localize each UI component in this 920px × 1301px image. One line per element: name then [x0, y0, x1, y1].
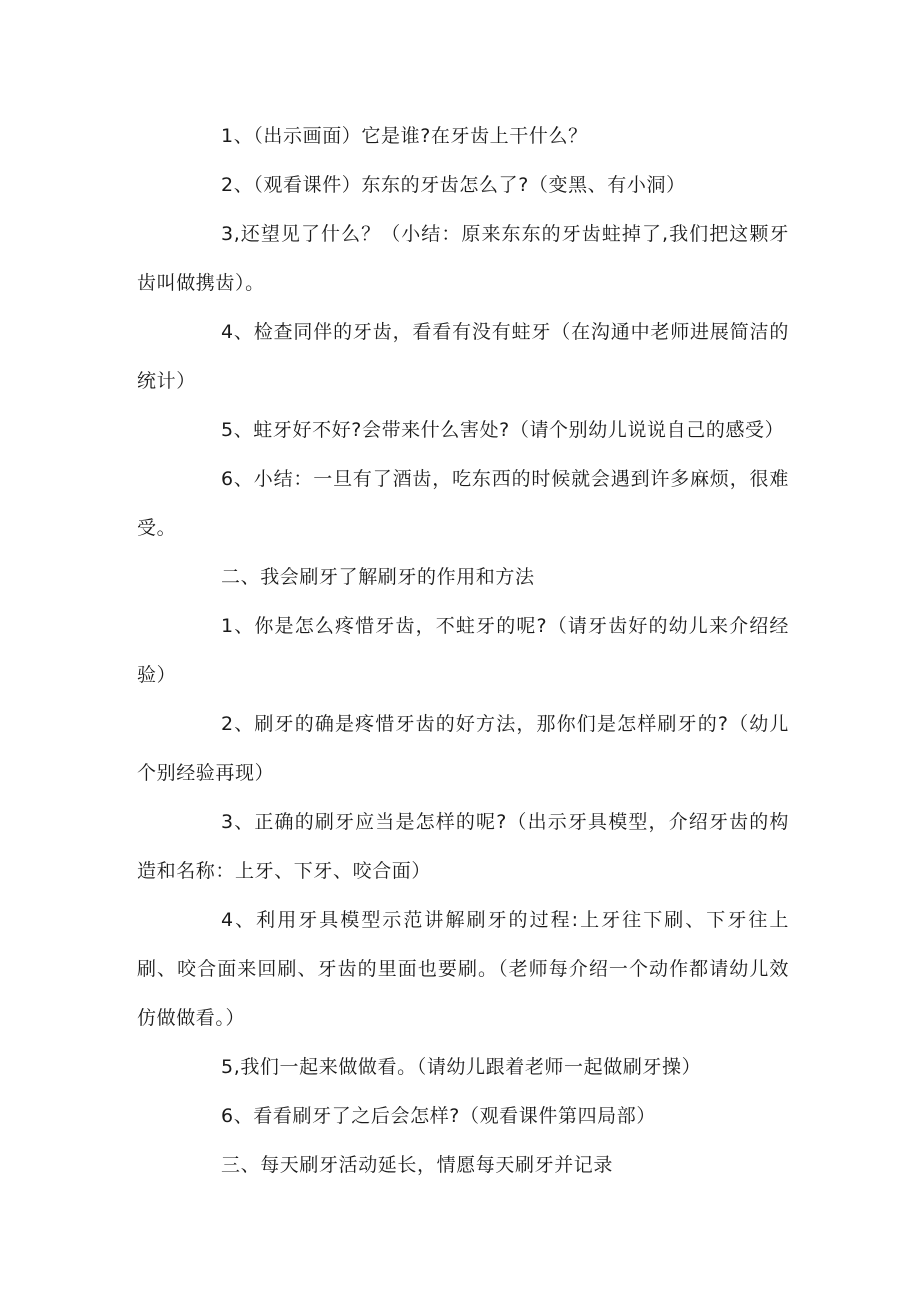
paragraph-10: 3、正确的刷牙应当是怎样的呢?（出示牙具模型，介绍牙齿的构造和名称：上牙、下牙、咬合面）	[137, 811, 789, 882]
paragraph-5: 5、蛀牙好不好?会带来什么害处?（请个别幼儿说说自己的感受）	[221, 419, 785, 441]
paragraph-11: 4、利用牙具模型示范讲解刷牙的过程:上牙往下刷、下牙往上刷、咬合面来回刷、牙齿的里面也要刷。（老师每介绍一个动作都请幼儿效仿做做看。）	[137, 909, 789, 1029]
paragraph-1: 1、（出示画面）它是谁?在牙齿上干什么？	[221, 125, 588, 147]
paragraph-6: 6、小结：一旦有了酒齿，吃东西的时候就会遇到许多麻烦，很难受。	[137, 468, 789, 539]
paragraph-12: 5,我们一起来做做看。（请幼儿跟着老师一起做刷牙操）	[221, 1056, 702, 1078]
paragraph-2: 2、（观看课件）东东的牙齿怎么了?（变黑、有小洞）	[221, 174, 686, 196]
section-heading-3: 三、每天刷牙活动延长，情愿每天刷牙并记录	[221, 1154, 614, 1176]
paragraph-3: 3,还望见了什么？（小结：原来东东的牙齿蛀掉了,我们把这颗牙齿叫做携齿）。	[137, 223, 789, 294]
paragraph-4: 4、检查同伴的牙齿，看看有没有蛀牙（在沟通中老师进展简洁的统计）	[137, 321, 789, 392]
document-body	[137, 112, 789, 1190]
section-heading-2: 二、我会刷牙了解刷牙的作用和方法	[221, 566, 535, 588]
paragraph-8: 1、你是怎么疼惜牙齿，不蛀牙的呢?（请牙齿好的幼儿来介绍经验）	[137, 615, 789, 686]
paragraph-13: 6、看看刷牙了之后会怎样?（观看课件第四局部）	[221, 1105, 656, 1127]
paragraph-9: 2、刷牙的确是疼惜牙齿的好方法，那你们是怎样刷牙的?（幼儿个别经验再现）	[137, 713, 789, 784]
